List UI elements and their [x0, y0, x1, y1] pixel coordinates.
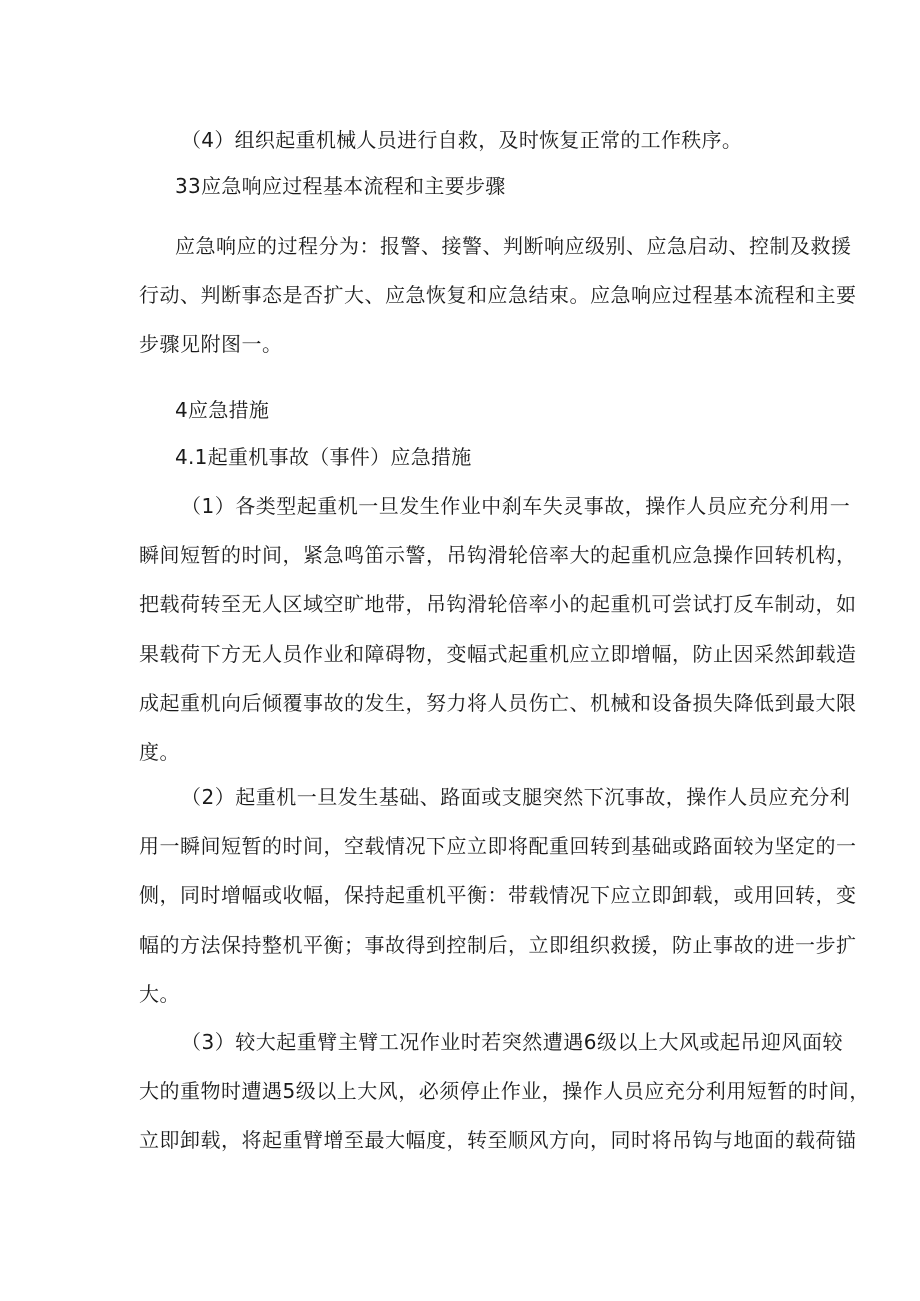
- section-3-3-heading: 33应急响应过程基本流程和主要步骤: [175, 174, 506, 198]
- emergency-measure-3: （3）较大起重臂主臂工况作业时若突然遭遇6级以上大风或起吊迎风面较 大的重物时遭遇5级以上大风，必须停止作业，操作人员应充分利用短暂的时间， 立即卸载，将起重臂增至最大幅度，转至顺风方向，同时将吊钩与地面的载荷锚: [139, 1030, 870, 1153]
- section-3-3-body: 应急响应的过程分为：报警、接警、判断响应级别、应急启动、控制及救援 行动、判断事态是否扩大、应急恢复和应急结束。应急响应过程基本流程和主要 步骤见附图一。: [139, 234, 857, 357]
- emergency-measure-1: （1）各类型起重机一旦发生作业中刹车失灵事故，操作人员应充分利用一 瞬间短暂的时间，紧急鸣笛示警，吊钩滑轮倍率大的起重机应急操作回转机构， 把载荷转至无人区域空旷地带，吊钩滑轮倍率小的起重机可尝试打反车制动，如 果载荷下方无人员作业和障碍物，变幅式起重机应立即增幅，防止因采然卸载造 成起重机向后倾覆事故的发生，努力将人员伤亡、机械和设备损失降低到最大限 度。: [139, 494, 857, 765]
- section-4-heading: 4应急措施: [175, 398, 270, 422]
- section-4-1-heading: 4.1起重机事故（事件）应急措施: [175, 445, 472, 469]
- emergency-measure-2: （2）起重机一旦发生基础、路面或支腿突然下沉事故，操作人员应充分利 用一瞬间短暂的时间，空载情况下应立即将配重回转到基础或路面较为坚定的一 侧，同时增幅或收幅，保持起重机平衡：带载情况下应立即卸载，或用回转，变 幅的方法保持整机平衡；事故得到控制后，立即组织救援，防止事故的进一步扩 大。: [139, 785, 857, 1006]
- rescue-item-4: （4）组织起重机械人员进行自救，及时恢复正常的工作秩序。: [181, 128, 743, 152]
